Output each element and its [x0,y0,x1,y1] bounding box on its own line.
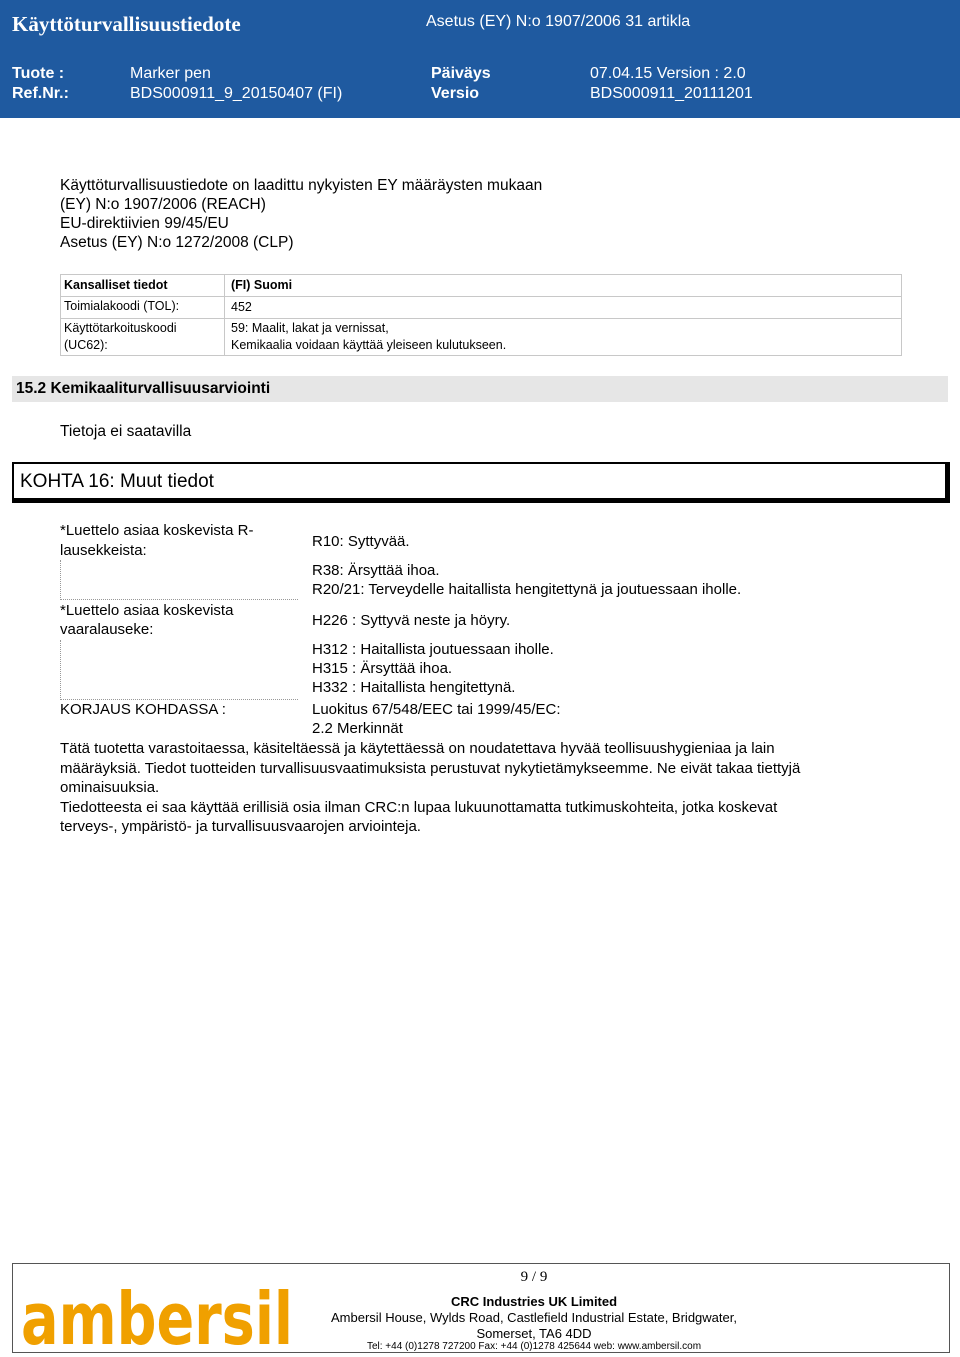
page-number: 9 / 9 [520,1269,548,1285]
table-divider [224,275,225,355]
intro-line: (EY) N:o 1907/2006 (REACH) [60,196,266,213]
h-phrases-label: vaaralauseke: [60,621,154,638]
document-footer [12,1263,950,1357]
company-address: Ambersil House, Wylds Road, Castlefield Industrial Estate, Bridgwater, [331,1310,737,1325]
correction-value: Luokitus 67/548/EEC tai 1999/45/EC: [312,701,561,718]
ambersil-logo [13,1264,298,1357]
section-16-title: KOHTA 16: Muut tiedot [20,471,214,492]
intro-line: EU-direktiivien 99/45/EU [60,215,229,232]
disclaimer-line: terveys-, ympäristö- ja turvallisuusvaarojen arviointeja. [60,818,421,835]
date-label: Päiväys [431,65,491,82]
section-16-heading [12,462,950,503]
national-info-table [60,274,902,356]
tol-value: 452 [231,300,252,314]
tol-label: Toimialakoodi (TOL): [64,299,180,313]
regulation-reference: Asetus (EY) N:o 1907/2006 31 artikla [426,13,691,30]
company-name: CRC Industries UK Limited [450,1294,618,1309]
r-phrase: R10: Syttyvää. [312,533,410,550]
section-15-2-heading [12,376,948,402]
product-label: Tuote : [12,65,65,82]
country-value: (FI) Suomi [231,278,293,292]
disclaimer-line: Tätä tuotetta varastoitaessa, käsiteltäessä ja käytettäessä on noudatettava hyvää teollisuushygieniaa ja lain [60,740,775,757]
h-phrases-label: *Luettelo asiaa koskevista [60,602,234,619]
r-phrase: R20/21: Terveydelle haitallista hengitettynä ja joutuessaan iholle. [312,581,742,598]
version-label: Versio [431,85,480,102]
document-header [0,0,960,118]
label-separator [60,560,61,600]
h-phrase: H315 : Ärsyttää ihoa. [312,660,453,677]
uc-label: Käyttötarkoituskoodi [64,321,177,335]
document-title: Käyttöturvallisuustiedote [12,12,241,36]
correction-label: KORJAUS KOHDASSA : [60,701,226,718]
uc-label: (UC62): [64,338,108,352]
label-separator [60,599,298,600]
national-heading: Kansalliset tiedot [64,278,168,292]
h-phrase: H332 : Haitallista hengitettynä. [312,679,516,696]
r-phrase: R38: Ärsyttää ihoa. [312,562,440,579]
product-value: Marker pen [130,65,211,82]
correction-value: 2.2 Merkinnät [312,720,403,737]
intro-line: Asetus (EY) N:o 1272/2008 (CLP) [60,234,294,251]
company-contact: Tel: +44 (0)1278 727200 Fax: +44 (0)1278 425644 web: www.ambersil.com [366,1341,702,1352]
table-divider [61,318,901,319]
disclaimer-line: määräyksiä. Tiedot tuotteiden turvallisuusvaatimuksista perustuvat nykytietämykseemme. Ne eivät takaa tiettyjä [60,760,801,777]
company-address: Somerset, TA6 4DD [476,1326,592,1341]
date-value: 07.04.15 Version : 2.0 [590,65,746,82]
label-separator [60,699,298,700]
uc-value: 59: Maalit, lakat ja vernissat, [231,321,389,335]
label-separator [60,640,61,700]
intro-line: Käyttöturvallisuustiedote on laadittu nykyisten EY määräysten mukaan [60,177,543,194]
disclaimer-line: Tiedotteesta ei saa käyttää erillisiä osia ilman CRC:n lupaa lukuunottamatta tutkimuskohteita, jotka koskevat [60,799,778,816]
ref-label: Ref.Nr.: [12,85,69,102]
r-phrases-label: *Luettelo asiaa koskevista R- [60,522,254,539]
section-15-2-body: Tietoja ei saatavilla [60,423,192,440]
ref-value: BDS000911_9_20150407 (FI) [130,85,343,102]
table-divider [61,296,901,297]
logo-wordmark: ambersil [21,1277,293,1357]
h-phrase: H226 : Syttyvä neste ja höyry. [312,612,511,629]
version-value: BDS000911_20111201 [590,85,753,102]
section-15-2-title: 15.2 Kemikaaliturvallisuusarviointi [16,380,271,397]
h-phrase: H312 : Haitallista joutuessaan iholle. [312,641,554,658]
disclaimer-line: ominaisuuksia. [60,779,160,796]
uc-value: Kemikaalia voidaan käyttää yleiseen kulutukseen. [231,338,507,352]
r-phrases-label: lausekkeista: [60,542,147,559]
